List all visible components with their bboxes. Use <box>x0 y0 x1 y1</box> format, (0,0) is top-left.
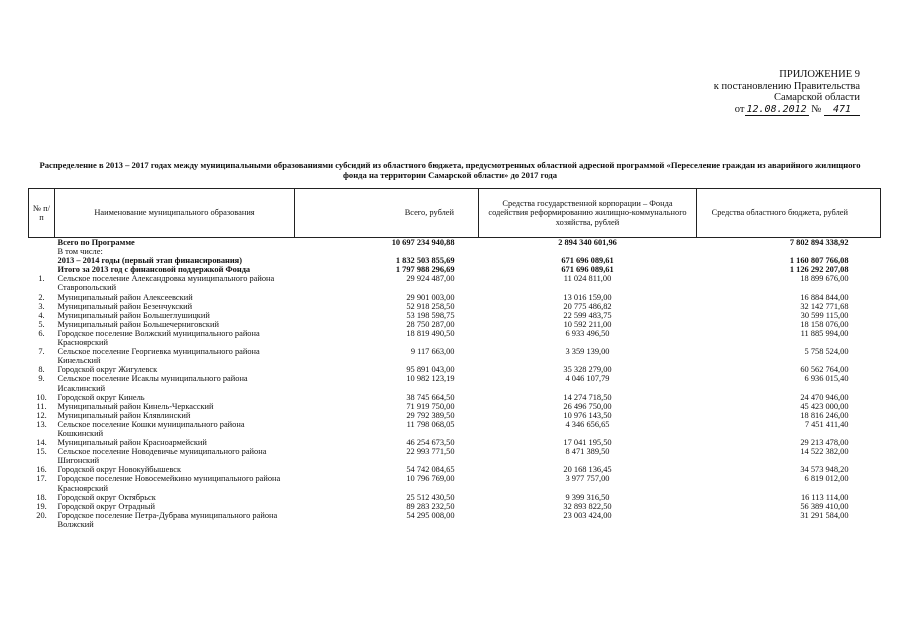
header-number: № п/п <box>29 189 55 238</box>
row-regional: 24 470 946,00 <box>800 392 849 402</box>
row-name: Городское поселение Волжский муниципального района Красноярский <box>57 328 260 348</box>
table-row <box>29 365 881 374</box>
row-regional: 30 599 115,00 <box>800 310 849 320</box>
row-fund: 23 003 424,00 <box>563 510 612 520</box>
row-regional: 45 423 000,00 <box>800 401 849 411</box>
row-name: Муниципальный район Кинель-Черкасский <box>57 401 214 411</box>
row-number: 2. <box>38 292 45 302</box>
row-regional: 31 291 584,00 <box>800 510 849 520</box>
row-fund: 3 359 139,00 <box>565 347 610 357</box>
row-total: 11 798 068,05 <box>406 419 455 429</box>
row-total: 52 918 258,50 <box>406 301 455 311</box>
row-number <box>29 247 55 256</box>
row-fund: 13 016 159,00 <box>563 292 612 302</box>
table-row <box>29 238 881 248</box>
row-regional: 11 885 994,00 <box>800 328 849 338</box>
row-name: Городское поселение Новосемейкино муниципального района Красноярский <box>57 474 281 493</box>
row-fund: 4 046 107,79 <box>565 374 610 384</box>
row-total: 10 982 123,19 <box>406 374 455 384</box>
row-fund: 22 599 483,75 <box>563 310 612 320</box>
row-number: 18. <box>36 492 47 502</box>
row-name: Городской округ Отрадный <box>57 501 155 511</box>
number-label: № <box>811 103 822 115</box>
row-total: 53 198 598,75 <box>406 310 455 320</box>
table-row <box>29 247 881 256</box>
row-number: 5. <box>38 319 45 329</box>
row-fund: 20 168 136,45 <box>563 465 612 475</box>
row-total: 95 891 043,00 <box>406 365 455 375</box>
row-name: Сельское поселение Георгиевка муниципального района Кинельский <box>57 347 260 366</box>
table-row <box>29 320 881 329</box>
row-name: В том числе: <box>57 247 103 257</box>
table-row <box>29 402 881 411</box>
header-fund: Средства государственной корпорации – Фонда содействия реформированию жилищно-коммунального хозяйства, рублей <box>479 189 697 238</box>
row-total: 29 924 487,00 <box>406 274 455 284</box>
document-title: Распределение в 2013 – 2017 годах между муниципальными образованиями субсидий из областного бюджета, предусмотренных областной адресной программой «Переселение граждан из аварийного жилищного фонда на территории Самарской области» до 2017 года <box>39 160 861 180</box>
row-name: Муниципальный район Клявлинский <box>57 410 191 420</box>
row-regional: 34 573 948,20 <box>800 465 849 475</box>
row-fund: 14 274 718,50 <box>563 392 612 402</box>
row-name: Городской округ Жигулевск <box>57 365 158 375</box>
row-number: 9. <box>38 374 45 384</box>
row-regional: 60 562 764,00 <box>800 365 849 375</box>
appendix-resolution-line: к постановлению Правительства <box>713 80 860 92</box>
row-fund: 10 592 211,00 <box>563 319 612 329</box>
row-name: Итого за 2013 год с финансовой поддержкой Фонда <box>57 265 251 275</box>
row-regional: 6 819 012,00 <box>804 474 849 484</box>
row-regional: 18 899 676,00 <box>800 274 849 284</box>
table-row <box>29 256 881 265</box>
table-row <box>29 374 881 392</box>
row-fund: 26 496 750,00 <box>563 401 612 411</box>
row-fund: 9 399 316,50 <box>565 492 610 502</box>
row-number <box>29 238 55 248</box>
row-total: 22 993 771,50 <box>406 447 455 457</box>
table-row <box>29 293 881 302</box>
row-number: 13. <box>36 419 47 429</box>
table-row <box>29 411 881 420</box>
table-row <box>29 265 881 274</box>
row-number: 19. <box>36 501 47 511</box>
row-regional: 1 160 807 766,08 <box>789 256 849 266</box>
row-regional: 7 451 411,40 <box>804 419 849 429</box>
row-total: 1 797 988 296,69 <box>395 265 455 275</box>
row-total: 71 919 750,00 <box>406 401 455 411</box>
row-fund: 3 977 757,00 <box>565 474 610 484</box>
row-regional: 16 884 844,00 <box>800 292 849 302</box>
appendix-date-line <box>640 104 860 117</box>
row-regional: 56 389 410,00 <box>800 501 849 511</box>
handwritten-date: 12.08.2012 <box>746 103 807 115</box>
header-regional: Средства областного бюджета, рублей <box>697 189 881 238</box>
row-fund: 10 976 143,50 <box>563 410 612 420</box>
table-row <box>29 393 881 402</box>
table-row <box>29 447 881 465</box>
row-total: 46 254 673,50 <box>406 438 455 448</box>
row-total: 29 901 003,00 <box>406 292 455 302</box>
row-total: 29 792 389,50 <box>406 410 455 420</box>
row-total: 38 745 664,50 <box>406 392 455 402</box>
row-total: 54 742 084,65 <box>406 465 455 475</box>
row-name: 2013 – 2014 годы (первый этап финансирования) <box>57 256 242 266</box>
row-name: Всего по Программе <box>57 238 135 247</box>
table-row <box>29 511 881 529</box>
row-regional: 32 142 771,68 <box>800 301 849 311</box>
row-name: Муниципальный район Большечерниговский <box>57 319 219 329</box>
row-fund: 20 775 486,82 <box>563 301 612 311</box>
row-name: Городской округ Новокуйбышевск <box>57 465 182 475</box>
row-number: 12. <box>36 410 47 420</box>
row-fund: 8 471 389,50 <box>565 447 610 457</box>
row-number: 11. <box>36 401 47 411</box>
row-regional: 5 758 524,00 <box>804 347 849 357</box>
header-total: Всего, рублей <box>295 189 479 238</box>
row-total: 1 832 503 855,69 <box>395 256 455 266</box>
row-number: 10. <box>36 392 47 402</box>
row-number <box>29 256 55 265</box>
table-row <box>29 302 881 311</box>
table-row <box>29 465 881 474</box>
row-number: 15. <box>36 447 47 457</box>
row-name: Муниципальный район Алексеевский <box>57 292 193 302</box>
row-number: 14. <box>36 438 47 448</box>
row-name: Сельское поселение Исаклы муниципального района Исаклинский <box>57 374 248 393</box>
row-total: 9 117 663,00 <box>410 347 455 357</box>
row-regional <box>697 247 881 256</box>
table-row <box>29 274 881 292</box>
row-regional: 18 158 076,00 <box>800 319 849 329</box>
row-fund: 35 328 279,00 <box>563 365 612 375</box>
row-name: Муниципальный район Большеглушицкий <box>57 310 210 320</box>
row-regional: 29 213 478,00 <box>800 438 849 448</box>
date-prefix: от <box>734 103 745 115</box>
subsidy-table <box>28 188 881 529</box>
row-fund: 32 893 822,50 <box>563 501 612 511</box>
row-name: Сельское поселение Александровка муниципального района Ставропольский <box>57 274 275 293</box>
row-number: 4. <box>38 310 45 320</box>
header-name: Наименование муниципального образования <box>55 189 295 238</box>
table-row <box>29 493 881 502</box>
row-fund: 671 696 089,61 <box>561 265 614 275</box>
row-number: 16. <box>36 465 47 475</box>
row-regional: 18 816 246,00 <box>800 410 849 420</box>
appendix-block <box>640 69 860 116</box>
row-regional: 1 126 292 207,08 <box>789 265 849 275</box>
row-fund: 4 346 656,65 <box>565 419 610 429</box>
row-name: Муниципальный район Безенчукский <box>57 301 193 311</box>
row-regional: 6 936 015,40 <box>804 374 849 384</box>
row-name: Сельское поселение Новодевичье муниципального района Шигонский <box>57 447 267 466</box>
table-row <box>29 474 881 492</box>
row-fund <box>479 247 697 256</box>
row-number: 8. <box>38 365 45 375</box>
row-regional: 14 522 382,00 <box>800 447 849 457</box>
table-row <box>29 347 881 365</box>
row-number: 17. <box>36 474 47 484</box>
row-fund: 11 024 811,00 <box>563 274 612 284</box>
row-name: Сельское поселение Кошки муниципального района Кошкинский <box>57 419 245 438</box>
row-number: 6. <box>38 328 45 338</box>
row-number: 1. <box>38 274 45 284</box>
row-number: 20. <box>36 510 47 520</box>
row-name: Муниципальный район Красноармейский <box>57 438 207 448</box>
row-fund: 6 933 496,50 <box>565 328 610 338</box>
table-row <box>29 329 881 347</box>
row-name: Городской округ Кинель <box>57 392 145 402</box>
handwritten-number: 471 <box>824 104 860 117</box>
row-name: Городское поселение Петра-Дубрава муниципального района Волжский <box>57 510 278 529</box>
appendix-title: ПРИЛОЖЕНИЕ 9 <box>779 69 860 80</box>
table-body <box>29 238 881 530</box>
row-total <box>295 247 479 256</box>
appendix-region-line: Самарской области <box>774 92 860 103</box>
row-total: 54 295 008,00 <box>406 510 455 520</box>
row-fund: 17 041 195,50 <box>563 438 612 448</box>
row-number: 7. <box>38 347 45 357</box>
row-fund: 2 894 340 601,96 <box>558 238 617 247</box>
row-regional: 7 802 894 338,92 <box>789 238 849 247</box>
table-row <box>29 438 881 447</box>
row-regional: 16 113 114,00 <box>800 492 849 502</box>
row-total: 10 796 769,00 <box>406 474 455 484</box>
table-row <box>29 502 881 511</box>
row-name: Городской округ Октябрьск <box>57 492 156 502</box>
table-header-row <box>29 189 881 238</box>
row-total: 18 819 490,50 <box>406 328 455 338</box>
row-total: 89 283 232,50 <box>406 501 455 511</box>
row-total: 10 697 234 940,88 <box>391 238 455 247</box>
table-row <box>29 311 881 320</box>
row-total: 28 750 287,00 <box>406 319 455 329</box>
table-row <box>29 420 881 438</box>
row-total: 25 512 430,50 <box>406 492 455 502</box>
row-fund: 671 696 089,61 <box>561 256 614 266</box>
row-number <box>29 265 55 274</box>
row-number: 3. <box>38 301 45 311</box>
